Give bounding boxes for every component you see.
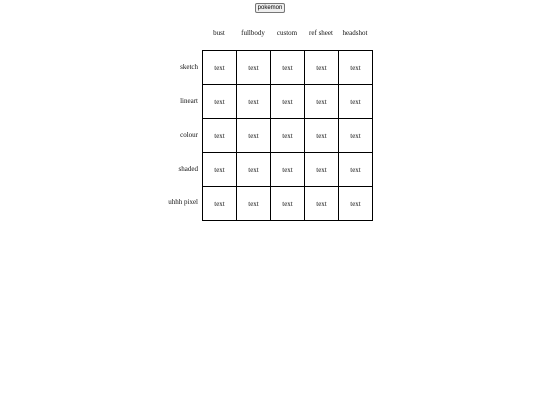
grid-cell: text xyxy=(305,153,338,186)
grid-cell: text xyxy=(237,51,270,84)
grid-cell: text xyxy=(339,119,372,152)
grid-cell: text xyxy=(339,153,372,186)
grid-cell: text xyxy=(305,119,338,152)
row-header-lineart: lineart xyxy=(180,97,198,105)
grid-cell: text xyxy=(237,153,270,186)
pokemon-button[interactable]: pokemon xyxy=(255,3,285,13)
column-header-bust: bust xyxy=(213,29,225,37)
grid-cell: text xyxy=(237,187,270,220)
grid-cell: text xyxy=(237,119,270,152)
row-header-sketch: sketch xyxy=(180,63,198,71)
grid-cell: text xyxy=(203,187,236,220)
grid-cell: text xyxy=(305,51,338,84)
grid-cell: text xyxy=(203,119,236,152)
column-header-fullbody: fullbody xyxy=(241,29,265,37)
grid-cell: text xyxy=(203,85,236,118)
price-grid xyxy=(202,50,373,221)
column-header-headshot: headshot xyxy=(342,29,368,37)
grid-cell: text xyxy=(339,187,372,220)
grid-cell: text xyxy=(271,51,304,84)
row-header-pixel: uhhh pixel xyxy=(168,198,198,206)
grid-cell: text xyxy=(339,51,372,84)
column-header-ref-sheet: ref sheet xyxy=(309,29,333,37)
grid-cell: text xyxy=(237,85,270,118)
grid-cell: text xyxy=(271,85,304,118)
grid-cell: text xyxy=(271,187,304,220)
row-header-shaded: shaded xyxy=(178,165,198,173)
grid-cell: text xyxy=(271,153,304,186)
grid-cell: text xyxy=(271,119,304,152)
grid-cell: text xyxy=(305,85,338,118)
row-header-colour: colour xyxy=(180,131,198,139)
grid-cell: text xyxy=(203,51,236,84)
column-header-custom: custom xyxy=(276,29,298,37)
grid-cell: text xyxy=(305,187,338,220)
grid-cell: text xyxy=(339,85,372,118)
grid-cell: text xyxy=(203,153,236,186)
